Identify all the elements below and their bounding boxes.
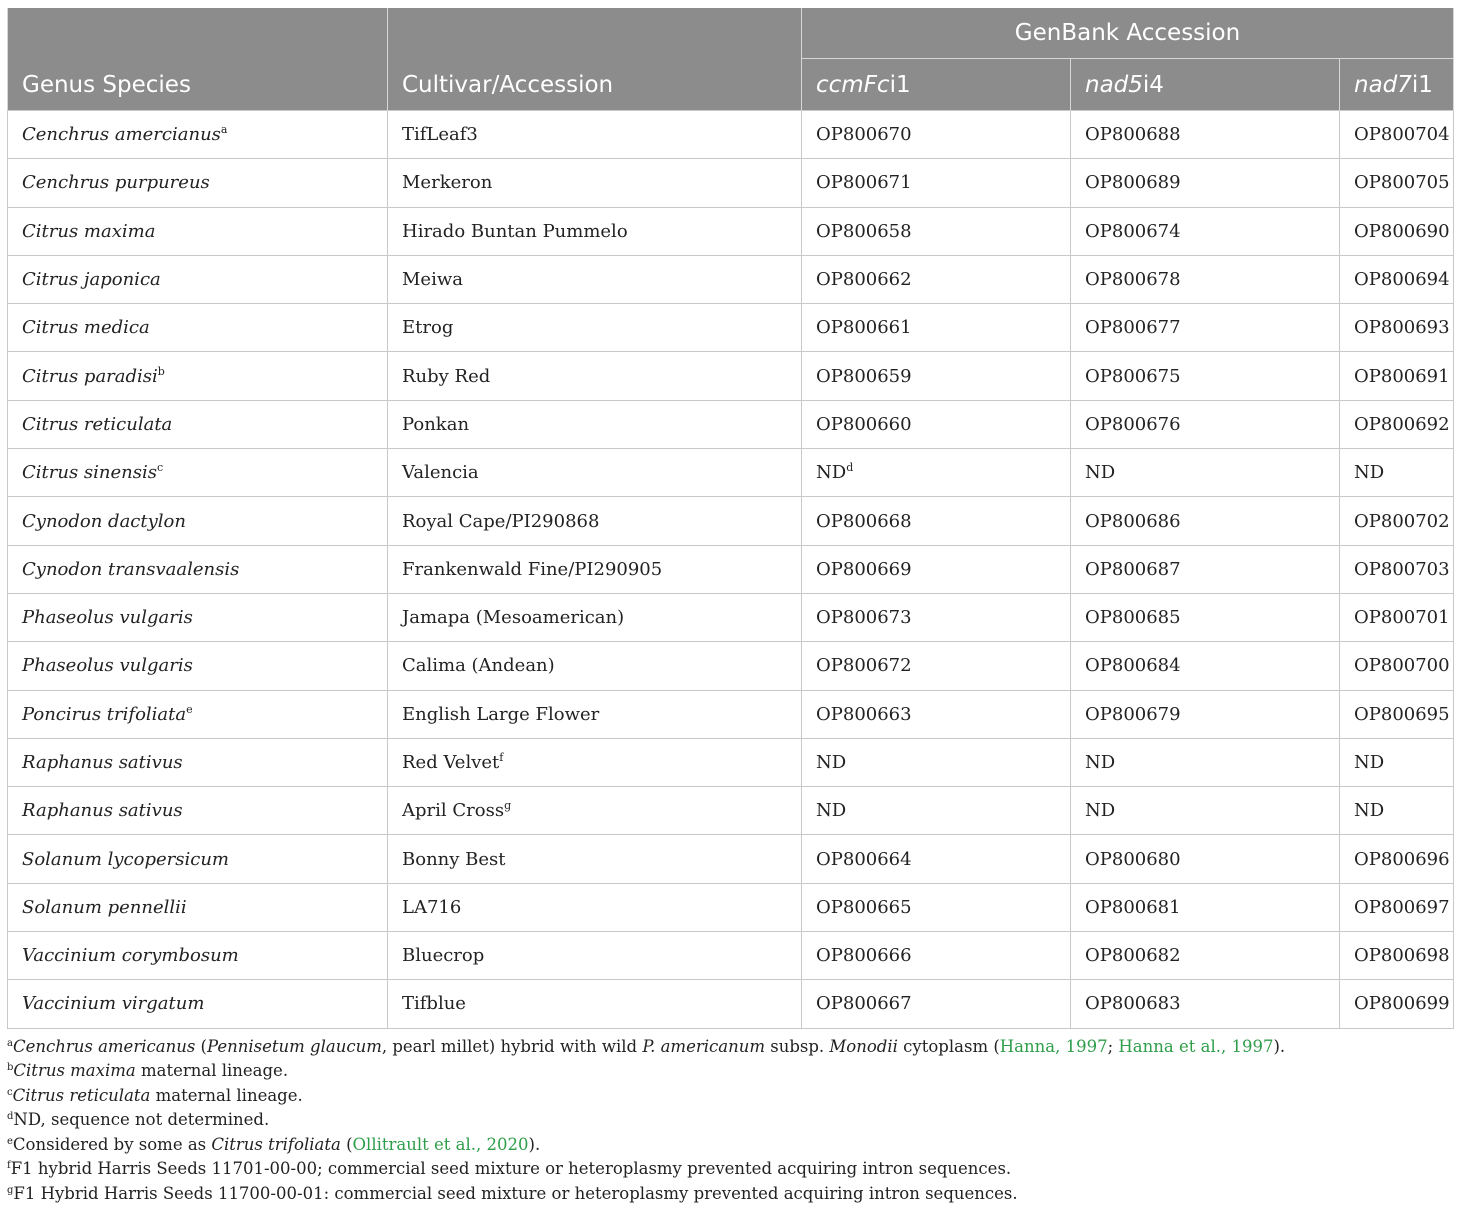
footnote-d: $^d$ND, sequence not determined.	[7, 1110, 270, 1130]
species-cell: Cynodon transvaalensis	[8, 545, 388, 593]
nad5-accession-cell: OP800685	[1071, 593, 1340, 641]
species-cell: Citrus japonica	[8, 255, 388, 303]
table-row	[8, 159, 1454, 207]
header-genus-species: Genus Species	[8, 8, 388, 111]
table-row	[8, 255, 1454, 303]
cultivar-cell: Bonny Best	[388, 835, 802, 883]
reference-link[interactable]: Ollitrault et al., 2020	[352, 1134, 529, 1154]
nad7-accession-cell: OP800691	[1340, 352, 1454, 400]
nad7-accession-cell: OP800695	[1340, 690, 1454, 738]
ccmfc-accession-cell: OP800660	[802, 400, 1071, 448]
cultivar-cell: Jamapa (Mesoamerican)	[388, 593, 802, 641]
table-row	[8, 352, 1454, 400]
footnote-marker: e	[186, 702, 193, 716]
table-row	[8, 690, 1454, 738]
accession-table	[7, 8, 1454, 1029]
cultivar-cell: Red Velvet$^f$	[388, 738, 802, 786]
ccmfc-accession-cell: OP800671	[802, 159, 1071, 207]
ccmfc-accession-cell: OP800665	[802, 883, 1071, 931]
footnote-a: $^a$Cenchrus americanus (Pennisetum glaucum, pearl millet) hybrid with wild P. americanum subsp. Monodii cytoplasm (Hanna, 1997; Hanna et al., 1997).	[7, 1036, 1286, 1056]
table-row	[8, 111, 1454, 159]
table-row	[8, 642, 1454, 690]
table-row	[8, 497, 1454, 545]
nad7-accession-cell: OP800704	[1340, 111, 1454, 159]
species-cell: Phaseolus vulgaris	[8, 642, 388, 690]
species-cell: Cynodon dactylon	[8, 497, 388, 545]
footnote-c: $^c$Citrus reticulata maternal lineage.	[7, 1085, 303, 1105]
species-cell: Citrus sinensis$^c$	[8, 449, 388, 497]
species-cell: Poncirus trifoliata$^e$	[8, 690, 388, 738]
nad5-accession-cell: OP800681	[1071, 883, 1340, 931]
cultivar-cell: Royal Cape/PI290868	[388, 497, 802, 545]
nad5-accession-cell: ND	[1071, 449, 1340, 497]
footnote-b: $^b$Citrus maxima maternal lineage.	[7, 1061, 289, 1081]
footnote-marker: a	[220, 123, 228, 137]
ccmfc-accession-cell: ND	[802, 738, 1071, 786]
nad5-accession-cell: OP800679	[1071, 690, 1340, 738]
table-row	[8, 207, 1454, 255]
table-row	[8, 835, 1454, 883]
species-cell: Cenchrus purpureus	[8, 159, 388, 207]
species-cell: Solanum pennellii	[8, 883, 388, 931]
nad5-accession-cell: OP800674	[1071, 207, 1340, 255]
cultivar-cell: Frankenwald Fine/PI290905	[388, 545, 802, 593]
cultivar-cell: Tifblue	[388, 980, 802, 1028]
nad7-accession-cell: ND	[1340, 738, 1454, 786]
species-cell: Raphanus sativus	[8, 787, 388, 835]
cultivar-cell: April Cross$^g$	[388, 787, 802, 835]
ccmfc-accession-cell: OP800669	[802, 545, 1071, 593]
ccmfc-accession-cell: OP800673	[802, 593, 1071, 641]
reference-link[interactable]: Hanna et al., 1997	[1118, 1036, 1274, 1056]
nad7-accession-cell: OP800700	[1340, 642, 1454, 690]
nad7-accession-cell: OP800690	[1340, 207, 1454, 255]
ccmfc-accession-cell: OP800663	[802, 690, 1071, 738]
table-row	[8, 545, 1454, 593]
nad5-accession-cell: OP800683	[1071, 980, 1340, 1028]
header-cultivar: Cultivar/Accession	[388, 8, 802, 111]
nad7-accession-cell: OP800699	[1340, 980, 1454, 1028]
table-row	[8, 449, 1454, 497]
nad5-accession-cell: OP800676	[1071, 400, 1340, 448]
nad5-accession-cell: OP800677	[1071, 304, 1340, 352]
cultivar-cell: Etrog	[388, 304, 802, 352]
nad5-accession-cell: OP800684	[1071, 642, 1340, 690]
nad7-accession-cell: OP800697	[1340, 883, 1454, 931]
cultivar-cell: Ponkan	[388, 400, 802, 448]
nad5-accession-cell: OP800680	[1071, 835, 1340, 883]
species-cell: Vaccinium corymbosum	[8, 932, 388, 980]
species-cell: Phaseolus vulgaris	[8, 593, 388, 641]
table-container	[7, 8, 1453, 1206]
table-row	[8, 883, 1454, 931]
cultivar-cell: English Large Flower	[388, 690, 802, 738]
nad5-accession-cell: OP800688	[1071, 111, 1340, 159]
nad5-accession-cell: ND	[1071, 787, 1340, 835]
species-cell: Citrus paradisi$^b$	[8, 352, 388, 400]
ccmfc-accession-cell: OP800668	[802, 497, 1071, 545]
ccmfc-accession-cell: OP800662	[802, 255, 1071, 303]
ccmfc-accession-cell: OP800667	[802, 980, 1071, 1028]
nad5-accession-cell: ND	[1071, 738, 1340, 786]
footnote-marker: d	[846, 461, 854, 475]
nad7-accession-cell: OP800692	[1340, 400, 1454, 448]
ccmfc-accession-cell: OP800658	[802, 207, 1071, 255]
footnote-e: $^e$Considered by some as Citrus trifoliata (Ollitrault et al., 2020).	[7, 1134, 541, 1154]
ccmfc-accession-cell: $ND^d$	[802, 449, 1071, 497]
nad5-accession-cell: OP800682	[1071, 932, 1340, 980]
nad7-accession-cell: OP800698	[1340, 932, 1454, 980]
cultivar-cell: TifLeaf3	[388, 111, 802, 159]
ccmfc-accession-cell: OP800664	[802, 835, 1071, 883]
table-row	[8, 304, 1454, 352]
nad5-accession-cell: OP800678	[1071, 255, 1340, 303]
footnotes	[7, 1035, 1453, 1207]
nad7-accession-cell: OP800705	[1340, 159, 1454, 207]
cultivar-cell: Bluecrop	[388, 932, 802, 980]
species-cell: Citrus medica	[8, 304, 388, 352]
nad5-accession-cell: OP800689	[1071, 159, 1340, 207]
ccmfc-accession-cell: OP800672	[802, 642, 1071, 690]
nad7-accession-cell: OP800693	[1340, 304, 1454, 352]
footnote-marker: g	[504, 799, 512, 813]
nad7-accession-cell: OP800703	[1340, 545, 1454, 593]
table-row	[8, 932, 1454, 980]
footnote-g: $^g$F1 Hybrid Harris Seeds 11700-00-01: commercial seed mixture or heteroplasmy prevented acquiring intron sequences.	[7, 1183, 1018, 1203]
cultivar-cell: Hirado Buntan Pummelo	[388, 207, 802, 255]
footnote-marker: f	[499, 751, 504, 764]
nad5-accession-cell: OP800675	[1071, 352, 1340, 400]
nad7-accession-cell: OP800694	[1340, 255, 1454, 303]
nad5-accession-cell: OP800687	[1071, 545, 1340, 593]
header-genbank-accession: GenBank Accession	[802, 8, 1454, 59]
ccmfc-accession-cell: OP800659	[802, 352, 1071, 400]
nad7-accession-cell: OP800702	[1340, 497, 1454, 545]
table-body	[8, 111, 1454, 1029]
species-cell: Citrus reticulata	[8, 400, 388, 448]
table-row	[8, 738, 1454, 786]
footnote-marker: c	[156, 461, 164, 475]
cultivar-cell: LA716	[388, 883, 802, 931]
header-nad5i4: nad5i4	[1071, 59, 1340, 111]
table-row	[8, 787, 1454, 835]
footnote-f: $^f$F1 hybrid Harris Seeds 11701-00-00; commercial seed mixture or heteroplasmy prevented acquiring intron sequences.	[7, 1159, 1012, 1179]
reference-link[interactable]: Hanna, 1997	[999, 1036, 1108, 1056]
cultivar-cell: Ruby Red	[388, 352, 802, 400]
species-cell: Solanum lycopersicum	[8, 835, 388, 883]
header-ccmfci1: ccmFci1	[802, 59, 1071, 111]
ccmfc-accession-cell: OP800670	[802, 111, 1071, 159]
species-cell: Raphanus sativus	[8, 738, 388, 786]
nad7-accession-cell: OP800696	[1340, 835, 1454, 883]
nad5-accession-cell: OP800686	[1071, 497, 1340, 545]
nad7-accession-cell: ND	[1340, 787, 1454, 835]
cultivar-cell: Calima (Andean)	[388, 642, 802, 690]
table-row	[8, 400, 1454, 448]
footnote-marker: b	[157, 364, 165, 378]
table-row	[8, 593, 1454, 641]
species-cell: Vaccinium virgatum	[8, 980, 388, 1028]
ccmfc-accession-cell: OP800666	[802, 932, 1071, 980]
species-cell: Citrus maxima	[8, 207, 388, 255]
cultivar-cell: Valencia	[388, 449, 802, 497]
nad7-accession-cell: OP800701	[1340, 593, 1454, 641]
nad7-accession-cell: ND	[1340, 449, 1454, 497]
ccmfc-accession-cell: OP800661	[802, 304, 1071, 352]
ccmfc-accession-cell: ND	[802, 787, 1071, 835]
cultivar-cell: Merkeron	[388, 159, 802, 207]
table-row	[8, 980, 1454, 1028]
cultivar-cell: Meiwa	[388, 255, 802, 303]
species-cell: Cenchrus amercianus$^a$	[8, 111, 388, 159]
header-nad7i1: nad7i1	[1340, 59, 1454, 111]
